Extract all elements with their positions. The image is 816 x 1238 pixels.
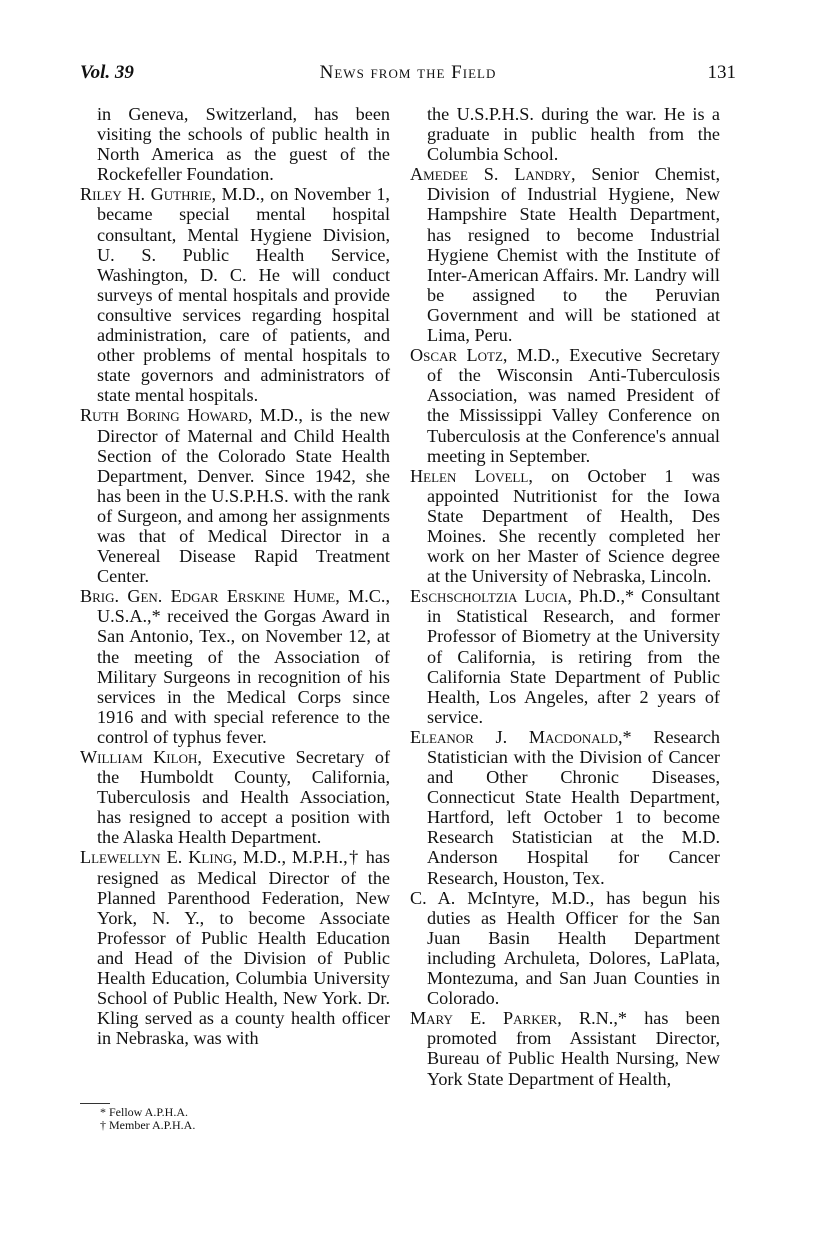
left-column [80,104,390,1048]
person-name: Brig. Gen. Edgar Erskine Hume [80,586,336,607]
news-entry: Brig. Gen. Edgar Erskine Hume, M.C., U.S.A.,* received the Gorgas Award in San Antonio, Tex., on November 12, at the meeting of the Association of Military Surgeons in recognition of his services in the Medical Corps since 1916 and with special reference to the control of typhus fever. [80,586,390,747]
person-name: Mary E. Parker [410,1008,558,1029]
news-entry: Amedee S. Landry, Senior Chemist, Division of Industrial Hygiene, New Hampshire State Health Department, has resigned to become Industrial Hygiene Chemist with the Institute of Inter-American Affairs. Mr. Landry will be assigned to the Peruvian Government and will be stationed at Lima, Peru. [410,164,720,346]
page-number: 131 [707,62,736,83]
news-entry: William Kiloh, Executive Secretary of the Humboldt County, California, Tuberculosis and Health Association, has resigned to accept a position with the Alaska Health Department. [80,747,390,848]
person-name: Amedee S. Landry [410,164,571,185]
person-name: Llewellyn E. Kling [80,847,233,868]
news-entry: in Geneva, Switzerland, has been visiting the schools of public health in North America as the guest of the Rockefeller Foundation. [97,104,390,185]
news-entry: Helen Lovell, on October 1 was appointed Nutritionist for the Iowa State Department of Health, Des Moines. She recently completed her work on her Master of Science degree at the University of Nebraska, Lincoln. [410,465,720,587]
page-header [80,62,736,88]
right-column [410,104,720,1089]
news-entry: the U.S.P.H.S. during the war. He is a graduate in public health from the Columbia School. [427,104,720,165]
news-entry: Oscar Lotz, M.D., Executive Secretary of the Wisconsin Anti-Tuberculosis Association, was named President of the Mississippi Valley Conference on Tuberculosis at the Conference's annual meeting in September. [410,345,720,466]
person-name: Ruth Boring Howard [80,405,248,426]
footnotes [80,1103,390,1132]
news-entry: Llewellyn E. Kling, M.D., M.P.H.,† has resigned as Medical Director of the Planned Parenthood Federation, New York, N. Y., to become Associate Professor of Public Health Education and Head of the Division of Public Health Education, Columbia University School of Public Health, New York. Dr. Kling served as a county health officer in Nebraska, was with [80,847,390,1049]
footnote-rule [80,1103,110,1104]
news-entry: Eschscholtzia Lucia, Ph.D.,* Consultant in Statistical Research, and former Professor of Biometry at the University of California, is retiring from the California State Department of Public Health, Los Angeles, after 2 years of service. [410,586,720,727]
running-title: News from the Field [319,62,497,83]
person-name: Oscar Lotz [410,345,503,366]
news-entry: C. A. McIntyre, M.D., has begun his duties as Health Officer for the San Juan Basin Health Department including Archuleta, Dolores, LaPlata, Montezuma, and San Juan Counties in Colorado. [410,887,720,1009]
person-name: Eschscholtzia Lucia [410,586,568,607]
volume-label: Vol. 39 [80,62,134,83]
person-name: Helen Lovell [410,465,529,486]
news-entry: Ruth Boring Howard, M.D., is the new Director of Maternal and Child Health Section of the Colorado State Health Department, Denver. Since 1942, she has been in the U.S.P.H.S. with the rank of Surgeon, and among her assignments was that of Medical Director in a Venereal Disease Rapid Treatment Center. [80,405,390,587]
person-name: William Kiloh [80,747,198,767]
footnote: * Fellow A.P.H.A. [100,1105,189,1119]
person-name: Eleanor J. Macdonald [410,726,618,747]
news-entry: Eleanor J. Macdonald,* Research Statistician with the Division of Cancer and Other Chronic Diseases, Connecticut State Health Department, Hartford, left October 1 to become Research Statistician at the M.D. Anderson Hospital for Cancer Research, Houston, Tex. [410,726,720,888]
news-entry: Mary E. Parker, R.N.,* has been promoted from Assistant Director, Bureau of Public Health Nursing, New York State Department of Health, [410,1008,721,1089]
footnote: † Member A.P.H.A. [100,1118,196,1132]
news-entry: Riley H. Guthrie, M.D., on November 1, became special mental hospital consultant, Mental Hygiene Division, U. S. Public Health Service, Washington, D. C. He will conduct surveys of mental hospitals and provide consultive services regarding hospital administration, care of patients, and other problems of mental hospitals to state governors and administrators of state mental hospitals. [80,184,390,406]
person-name: Riley H. Guthrie [80,184,212,205]
